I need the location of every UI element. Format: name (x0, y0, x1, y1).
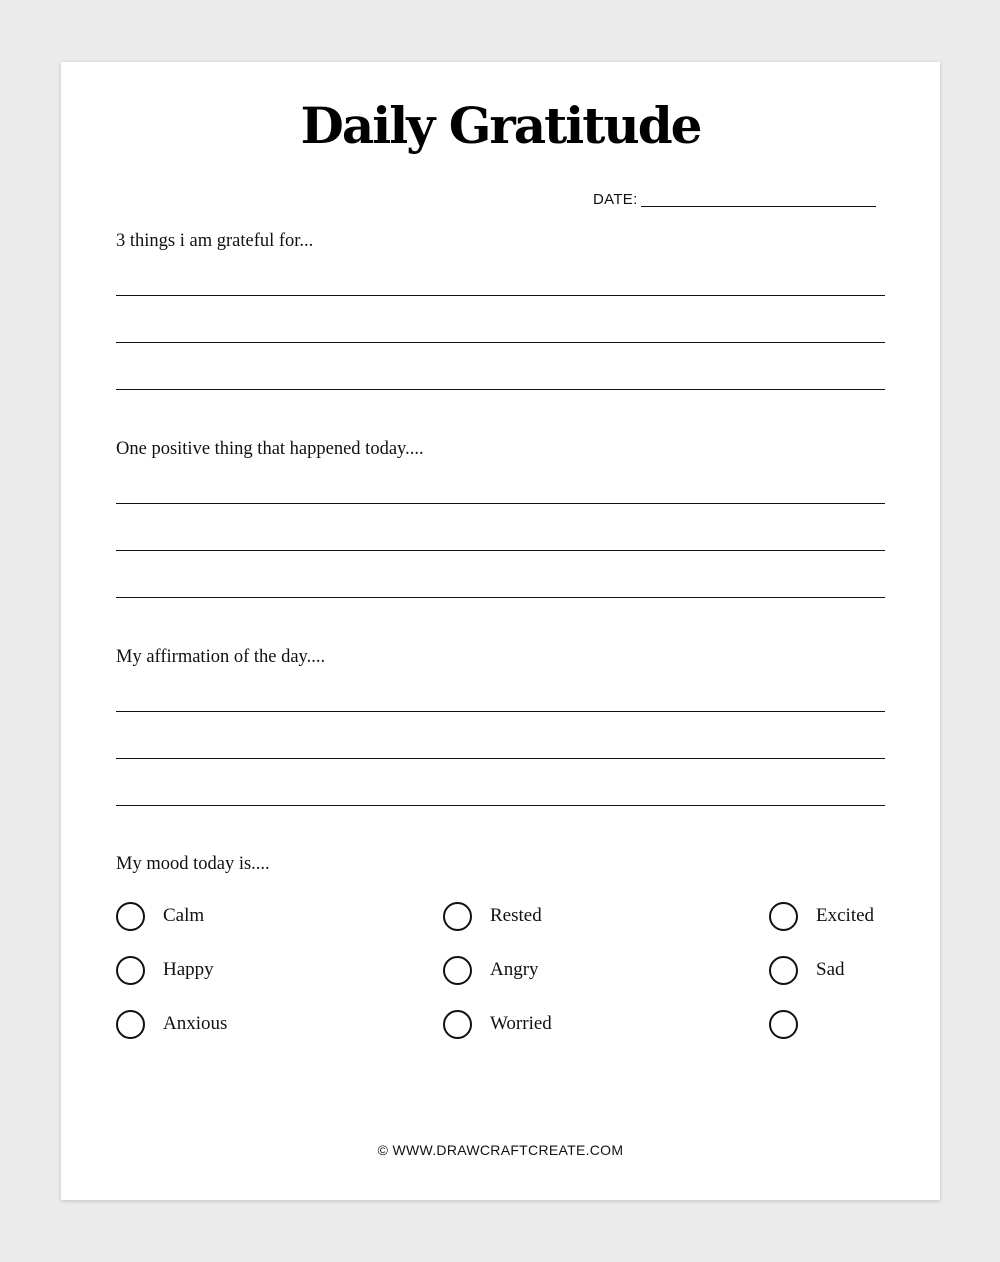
mood-label: Sad (816, 959, 845, 980)
grateful-prompt: 3 things i am grateful for... (116, 231, 314, 251)
grateful-line-1[interactable] (116, 295, 885, 296)
mood-label: Rested (490, 905, 542, 926)
mood-label: Anxious (163, 1013, 228, 1034)
affirmation-line-2[interactable] (116, 758, 885, 759)
affirmation-line-1[interactable] (116, 711, 885, 712)
date-label: DATE: (593, 191, 638, 208)
worksheet-page (61, 62, 940, 1200)
radio-circle-icon[interactable] (116, 956, 145, 985)
radio-circle-icon[interactable] (443, 902, 472, 931)
radio-circle-icon[interactable] (443, 956, 472, 985)
radio-circle-icon[interactable] (769, 1010, 798, 1039)
mood-prompt: My mood today is.... (116, 854, 270, 874)
mood-label: Worried (490, 1013, 552, 1034)
positive-line-3[interactable] (116, 597, 885, 598)
radio-circle-icon[interactable] (116, 1010, 145, 1039)
copyright-footer: © WWW.DRAWCRAFTCREATE.COM (377, 1142, 624, 1158)
affirmation-line-3[interactable] (116, 805, 885, 806)
positive-thing-prompt: One positive thing that happened today.... (116, 439, 424, 459)
page-title: Daily Gratitude (300, 96, 701, 155)
radio-circle-icon[interactable] (443, 1010, 472, 1039)
mood-label: Calm (163, 905, 205, 926)
radio-circle-icon[interactable] (116, 902, 145, 931)
mood-label: Excited (816, 905, 875, 926)
radio-circle-icon[interactable] (769, 902, 798, 931)
date-write-line[interactable] (641, 206, 876, 207)
mood-label: Angry (490, 959, 539, 980)
radio-circle-icon[interactable] (769, 956, 798, 985)
grateful-line-3[interactable] (116, 389, 885, 390)
positive-line-2[interactable] (116, 550, 885, 551)
grateful-line-2[interactable] (116, 342, 885, 343)
affirmation-prompt: My affirmation of the day.... (116, 647, 326, 667)
mood-label: Happy (163, 959, 214, 980)
positive-line-1[interactable] (116, 503, 885, 504)
